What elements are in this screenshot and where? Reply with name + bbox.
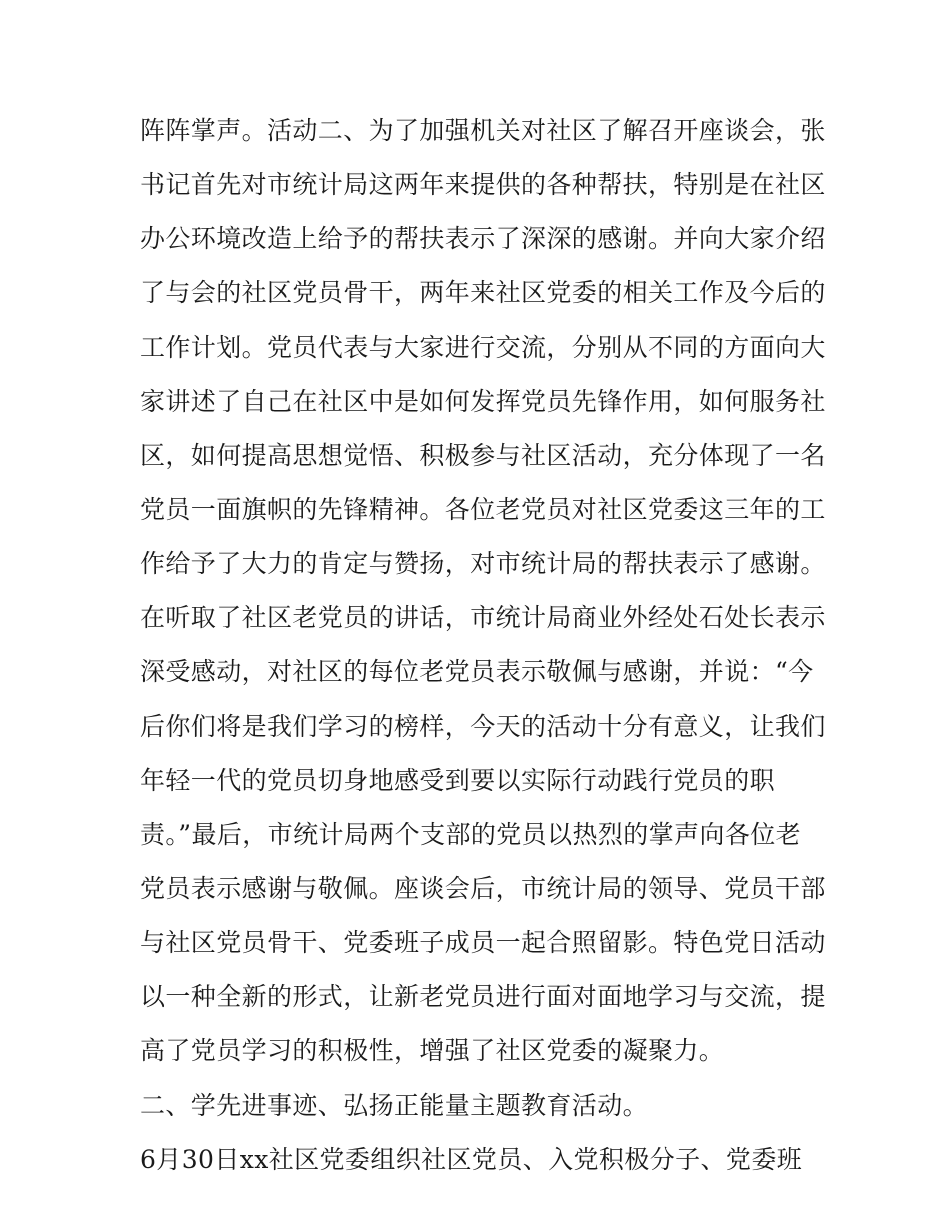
text-line: 阵阵掌声。活动二、为了加强机关对社区了解召开座谈会，张 [140,116,826,145]
text-line: 党员表示感谢与敬佩。座谈会后，市统计局的领导、党员干部 [140,873,826,903]
section-heading: 二、学先进事迹、弘扬正能量主题教育活动。 [140,1090,649,1120]
body-text [140,104,830,1187]
text-line: 年轻一代的党员切身地感受到要以实际行动践行党员的职 [140,765,776,795]
text-line: 深受感动，对社区的每位老党员表示敬佩与感谢，并说：“今 [140,657,814,687]
text-line: 责。”最后，市统计局两个支部的党员以热烈的掌声向各位老 [140,819,802,849]
text-line: 办公环境改造上给予的帮扶表示了深深的感谢。并向大家介绍 [140,224,826,254]
text-line: 与社区党员骨干、党委班子成员一起合照留影。特色党日活动 [140,928,826,958]
text-line: 在听取了社区老党员的讲话，市统计局商业外经处石处长表示 [140,603,826,633]
text-line: 区，如何提高思想觉悟、积极参与社区活动，充分体现了一名 [140,440,826,470]
text-line: 了与会的社区党员骨干，两年来社区党委的相关工作及今后的 [140,278,826,308]
text-line: 家讲述了自己在社区中是如何发挥党员先锋作用，如何服务社 [140,386,826,416]
text-line: 以一种全新的形式，让新老党员进行面对面地学习与交流，提 [140,982,826,1012]
text-line: 6月30日xx社区党委组织社区党员、入党积极分子、党委班 [140,1144,803,1174]
text-line: 作给予了大力的肯定与赞扬，对市统计局的帮扶表示了感谢。 [140,549,826,579]
text-line: 书记首先对市统计局这两年来提供的各种帮扶，特别是在社区 [140,170,826,200]
text-line: 高了党员学习的积极性，增强了社区党委的凝聚力。 [140,1036,725,1066]
text-line: 后你们将是我们学习的榜样，今天的活动十分有意义，让我们 [140,711,826,741]
text-line: 党员一面旗帜的先锋精神。各位老党员对社区党委这三年的工 [140,494,826,524]
text-line: 工作计划。党员代表与大家进行交流，分别从不同的方面向大 [140,332,826,362]
